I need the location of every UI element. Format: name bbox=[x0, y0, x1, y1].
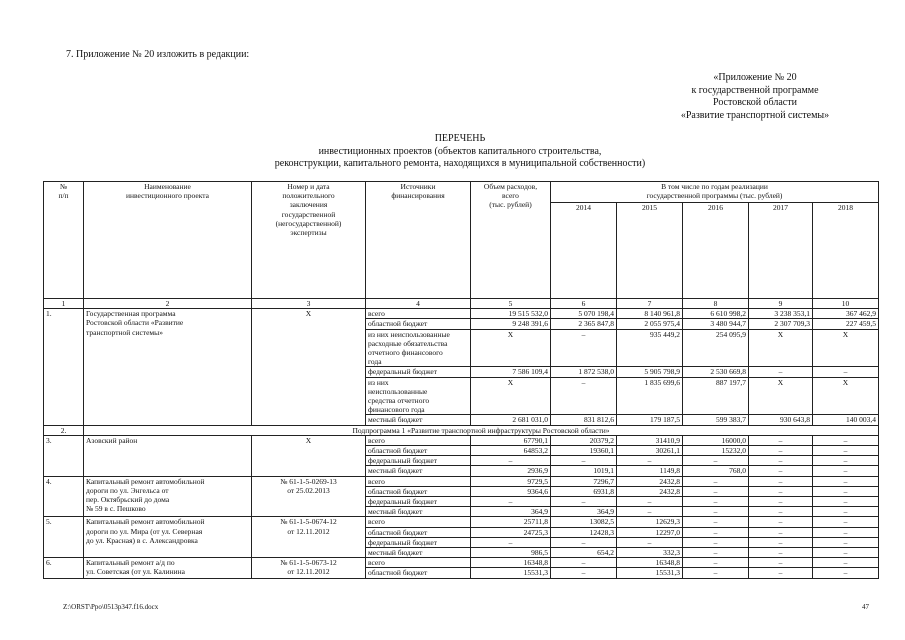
funding-source bbox=[366, 446, 471, 456]
expertise-ref-line: Х bbox=[305, 309, 312, 319]
amount-cell: – bbox=[813, 476, 879, 486]
amount-cell: – bbox=[813, 568, 879, 578]
amount-cell: 2432,8 bbox=[617, 476, 683, 486]
column-number: 7 bbox=[617, 299, 683, 309]
amount-cell: 2 307 709,3 bbox=[749, 319, 813, 329]
funding-source-line: всего bbox=[368, 309, 385, 319]
subprogram-title: Подпрограмма 1 «Развитие транспортной инфраструктуры Ростовской области» bbox=[84, 425, 879, 435]
project-name bbox=[84, 309, 252, 425]
header-year: 2014 bbox=[551, 203, 617, 299]
table-row bbox=[44, 309, 879, 319]
funding-source bbox=[366, 568, 471, 578]
amount-cell: – bbox=[683, 497, 749, 507]
funding-source-line: всего bbox=[368, 435, 385, 445]
project-name-line: Азовский район bbox=[86, 435, 138, 445]
amount-cell: – bbox=[683, 548, 749, 558]
project-name bbox=[84, 517, 252, 558]
amount-cell: 654,2 bbox=[551, 548, 617, 558]
amount-cell: 8 140 961,8 bbox=[617, 309, 683, 319]
annex-line: «Приложение № 20 bbox=[713, 72, 797, 83]
amount-cell: – bbox=[813, 527, 879, 537]
amount-cell: 19360,1 bbox=[551, 446, 617, 456]
amount-cell: 19 515 532,0 bbox=[471, 309, 551, 319]
project-name bbox=[84, 476, 252, 517]
amount-cell: 332,3 bbox=[617, 548, 683, 558]
amount-cell: – bbox=[617, 497, 683, 507]
amount-cell: – bbox=[749, 537, 813, 547]
amount-cell: – bbox=[813, 486, 879, 496]
amount-cell: – bbox=[683, 517, 749, 527]
amount-cell: – bbox=[617, 507, 683, 517]
funding-source-line: отчетного финансового bbox=[368, 348, 443, 358]
expertise-ref bbox=[252, 517, 366, 558]
row-number: 6. bbox=[44, 558, 84, 578]
amount-cell: – bbox=[551, 497, 617, 507]
amount-cell: 1019,1 bbox=[551, 466, 617, 476]
column-number: 10 bbox=[813, 299, 879, 309]
amount-cell: 2 365 847,8 bbox=[551, 319, 617, 329]
expertise-ref-line: от 12.11.2012 bbox=[287, 567, 330, 577]
table-row bbox=[44, 558, 879, 568]
project-name-line: дороги по ул. Мира (от ул. Северная bbox=[86, 526, 203, 536]
amount-cell: 7296,7 bbox=[551, 476, 617, 486]
project-name-line: Ростовской области «Развитие bbox=[86, 318, 184, 328]
column-number: 2 bbox=[84, 299, 252, 309]
header-num-line: п/п bbox=[58, 191, 69, 201]
header-source bbox=[366, 182, 471, 299]
funding-source bbox=[366, 435, 471, 445]
funding-source bbox=[366, 558, 471, 568]
amount-cell: – bbox=[813, 497, 879, 507]
funding-source-line: из них bbox=[368, 377, 389, 387]
funding-source bbox=[366, 319, 471, 329]
amount-cell: 227 459,5 bbox=[813, 319, 879, 329]
funding-source bbox=[366, 486, 471, 496]
header-num bbox=[44, 182, 84, 299]
project-name-line: транспортной системы» bbox=[86, 327, 163, 337]
column-number: 3 bbox=[252, 299, 366, 309]
funding-source-line: всего bbox=[368, 558, 385, 568]
amount-cell: 140 003,4 bbox=[813, 415, 879, 425]
header-expertise-line: (негосударственной) bbox=[275, 218, 342, 228]
amount-cell: – bbox=[683, 476, 749, 486]
amount-cell: Х bbox=[813, 329, 879, 367]
expertise-ref-line: Х bbox=[305, 435, 312, 445]
table-row bbox=[44, 435, 879, 445]
header-year: 2018 bbox=[813, 203, 879, 299]
amount-cell: 364,9 bbox=[471, 507, 551, 517]
expertise-ref-line: № 61-1-5-0674-12 bbox=[280, 517, 337, 527]
expertise-ref bbox=[252, 435, 366, 476]
funding-source bbox=[366, 367, 471, 377]
amount-cell: – bbox=[683, 527, 749, 537]
amount-cell: 9 248 391,6 bbox=[471, 319, 551, 329]
amount-cell: 2 530 669,8 bbox=[683, 367, 749, 377]
amount-cell: 24725,3 bbox=[471, 527, 551, 537]
expertise-ref bbox=[252, 476, 366, 517]
funding-source-line: финансового года bbox=[368, 405, 425, 415]
amount-cell: 5 905 798,9 bbox=[617, 367, 683, 377]
amount-cell: – bbox=[749, 558, 813, 568]
row-number: 3. bbox=[44, 435, 84, 476]
project-name-line: ул. Советская (от ул. Калинина bbox=[86, 567, 186, 577]
header-year: 2015 bbox=[617, 203, 683, 299]
project-name-line: Капитальный ремонт автомобильной bbox=[86, 476, 205, 486]
document-title bbox=[200, 133, 720, 171]
amount-cell: – bbox=[813, 456, 879, 466]
header-total bbox=[471, 182, 551, 299]
funding-source bbox=[366, 415, 471, 425]
row-number: 2. bbox=[44, 425, 84, 435]
amount-cell: – bbox=[749, 507, 813, 517]
amount-cell: 20379,2 bbox=[551, 435, 617, 445]
amount-cell: 2 681 031,0 bbox=[471, 415, 551, 425]
amount-cell: – bbox=[749, 517, 813, 527]
intro-text: 7. Приложение № 20 изложить в редакции: bbox=[66, 49, 250, 60]
amount-cell: 254 095,9 bbox=[683, 329, 749, 367]
amount-cell: – bbox=[551, 558, 617, 568]
amount-cell: – bbox=[551, 456, 617, 466]
header-years-caption-line: государственной программы (тыс. рублей) bbox=[646, 191, 783, 201]
amount-cell: 935 449,2 bbox=[617, 329, 683, 367]
funding-source bbox=[366, 476, 471, 486]
funding-source-line: областной бюджет bbox=[368, 527, 428, 537]
amount-cell: 15531,3 bbox=[471, 568, 551, 578]
column-number: 6 bbox=[551, 299, 617, 309]
amount-cell: 15232,0 bbox=[683, 446, 749, 456]
amount-cell: 6931,8 bbox=[551, 486, 617, 496]
project-name-line: дороги по ул. Энгельса от bbox=[86, 485, 169, 495]
amount-cell: 67790,1 bbox=[471, 435, 551, 445]
title-line: ПЕРЕЧЕНЬ bbox=[434, 133, 486, 144]
amount-cell: – bbox=[749, 466, 813, 476]
amount-cell: 16348,8 bbox=[617, 558, 683, 568]
amount-cell: – bbox=[617, 456, 683, 466]
amount-cell: – bbox=[813, 507, 879, 517]
project-name bbox=[84, 435, 252, 476]
expertise-ref bbox=[252, 309, 366, 425]
amount-cell: – bbox=[813, 435, 879, 445]
amount-cell: – bbox=[813, 537, 879, 547]
header-expertise-line: Номер и дата bbox=[287, 182, 330, 191]
funding-source bbox=[366, 329, 471, 367]
header-expertise-line: государственной bbox=[281, 209, 336, 219]
table-row bbox=[44, 476, 879, 486]
header-name-line: Наименование bbox=[144, 182, 191, 191]
header-expertise bbox=[252, 182, 366, 299]
header-total-line: Объем расходов, bbox=[483, 182, 538, 191]
funding-source-line: местный бюджет bbox=[368, 466, 423, 476]
amount-cell: 930 643,8 bbox=[749, 415, 813, 425]
funding-source-line: года bbox=[368, 357, 382, 367]
funding-source bbox=[366, 497, 471, 507]
annex-line: Ростовской области bbox=[713, 97, 797, 108]
funding-source bbox=[366, 377, 471, 415]
amount-cell: – bbox=[749, 435, 813, 445]
funding-source-line: областной бюджет bbox=[368, 486, 428, 496]
amount-cell: 3 480 944,7 bbox=[683, 319, 749, 329]
header-name-line: инвестиционного проекта bbox=[126, 191, 209, 201]
amount-cell: 12297,0 bbox=[617, 527, 683, 537]
expertise-ref-line: от 12.11.2012 bbox=[287, 526, 330, 536]
amount-cell: 6 610 998,2 bbox=[683, 309, 749, 319]
header-source-line: Источники bbox=[400, 182, 436, 191]
amount-cell: 2936,9 bbox=[471, 466, 551, 476]
funding-source-line: неиспользованные bbox=[368, 386, 428, 396]
amount-cell: – bbox=[683, 486, 749, 496]
amount-cell: 64853,2 bbox=[471, 446, 551, 456]
amount-cell: – bbox=[617, 537, 683, 547]
project-name-line: Капитальный ремонт автомобильной bbox=[86, 517, 205, 527]
amount-cell: 9364,6 bbox=[471, 486, 551, 496]
amount-cell: 768,0 bbox=[683, 466, 749, 476]
expertise-ref-line: от 25.02.2013 bbox=[287, 485, 330, 495]
amount-cell: – bbox=[683, 568, 749, 578]
amount-cell: 1149,8 bbox=[617, 466, 683, 476]
funding-source-line: местный бюджет bbox=[368, 507, 423, 517]
row-number: 4. bbox=[44, 476, 84, 517]
amount-cell: 16000,0 bbox=[683, 435, 749, 445]
amount-cell: 30261,1 bbox=[617, 446, 683, 456]
header-name bbox=[84, 182, 252, 299]
expertise-ref-line: № 61-1-5-0673-12 bbox=[280, 558, 337, 568]
amount-cell: – bbox=[551, 377, 617, 415]
funding-source bbox=[366, 309, 471, 319]
funding-source-line: средства отчетного bbox=[368, 396, 430, 406]
amount-cell: – bbox=[471, 456, 551, 466]
amount-cell: – bbox=[749, 548, 813, 558]
amount-cell: 9729,5 bbox=[471, 476, 551, 486]
funding-source bbox=[366, 517, 471, 527]
amount-cell: – bbox=[749, 446, 813, 456]
amount-cell: – bbox=[683, 558, 749, 568]
funding-source-line: местный бюджет bbox=[368, 548, 423, 558]
funding-source-line: федеральный бюджет bbox=[368, 497, 438, 507]
amount-cell: – bbox=[551, 568, 617, 578]
projects-table bbox=[43, 181, 879, 579]
amount-cell: – bbox=[683, 507, 749, 517]
amount-cell: Х bbox=[471, 329, 551, 367]
column-number: 8 bbox=[683, 299, 749, 309]
amount-cell: – bbox=[551, 329, 617, 367]
column-numbers-row bbox=[44, 299, 879, 309]
amount-cell: 599 383,7 bbox=[683, 415, 749, 425]
funding-source bbox=[366, 456, 471, 466]
header-num-line: № bbox=[59, 182, 68, 191]
project-name-line: Капитальный ремонт а/д по bbox=[86, 558, 175, 568]
column-number: 9 bbox=[749, 299, 813, 309]
amount-cell: 12428,3 bbox=[551, 527, 617, 537]
amount-cell: 25711,8 bbox=[471, 517, 551, 527]
header-year: 2016 bbox=[683, 203, 749, 299]
amount-cell: – bbox=[813, 367, 879, 377]
amount-cell: 986,5 bbox=[471, 548, 551, 558]
funding-source bbox=[366, 548, 471, 558]
funding-source-line: федеральный бюджет bbox=[368, 456, 438, 466]
header-years-caption-line: В том числе по годам реализации bbox=[661, 182, 768, 191]
header-row bbox=[44, 182, 879, 203]
amount-cell: 12629,3 bbox=[617, 517, 683, 527]
amount-cell: 1 835 699,6 bbox=[617, 377, 683, 415]
funding-source-line: федеральный бюджет bbox=[368, 537, 438, 547]
funding-source-line: из них неиспользованные bbox=[368, 329, 450, 339]
funding-source-line: областной бюджет bbox=[368, 446, 428, 456]
funding-source-line: местный бюджет bbox=[368, 415, 423, 425]
amount-cell: – bbox=[471, 497, 551, 507]
row-number: 5. bbox=[44, 517, 84, 558]
amount-cell: 5 070 198,4 bbox=[551, 309, 617, 319]
expertise-ref-line: № 61-1-5-0269-13 bbox=[280, 476, 337, 486]
amount-cell: 3 238 353,1 bbox=[749, 309, 813, 319]
amount-cell: – bbox=[749, 497, 813, 507]
funding-source-line: федеральный бюджет bbox=[368, 367, 438, 377]
amount-cell: Х bbox=[749, 329, 813, 367]
header-expertise-line: экспертизы bbox=[290, 228, 327, 238]
amount-cell: – bbox=[813, 466, 879, 476]
annex-line: к государственной программе bbox=[691, 84, 819, 96]
amount-cell: 887 197,7 bbox=[683, 377, 749, 415]
funding-source-line: областной бюджет bbox=[368, 568, 428, 578]
amount-cell: – bbox=[749, 456, 813, 466]
column-number: 1 bbox=[44, 299, 84, 309]
header-total-line: всего bbox=[502, 191, 519, 201]
amount-cell: 31410,9 bbox=[617, 435, 683, 445]
amount-cell: – bbox=[813, 548, 879, 558]
amount-cell: – bbox=[749, 527, 813, 537]
amount-cell: – bbox=[683, 456, 749, 466]
project-name-line: до ул. Красная) в с. Александровка bbox=[86, 535, 198, 545]
amount-cell: – bbox=[813, 446, 879, 456]
annex-line: «Развитие транспортной системы» bbox=[680, 109, 830, 121]
amount-cell: 2 055 975,4 bbox=[617, 319, 683, 329]
amount-cell: 13082,5 bbox=[551, 517, 617, 527]
header-expertise-line: положительного bbox=[282, 191, 335, 201]
amount-cell: 16348,8 bbox=[471, 558, 551, 568]
project-name-line: № 59 в с. Пешково bbox=[86, 504, 146, 514]
amount-cell: – bbox=[813, 558, 879, 568]
header-expertise-line: заключения bbox=[289, 200, 328, 210]
amount-cell: – bbox=[471, 537, 551, 547]
funding-source-line: расходные обязательства bbox=[368, 338, 448, 348]
amount-cell: 364,9 bbox=[551, 507, 617, 517]
amount-cell: – bbox=[749, 568, 813, 578]
funding-source bbox=[366, 527, 471, 537]
funding-source bbox=[366, 466, 471, 476]
amount-cell: Х bbox=[471, 377, 551, 415]
amount-cell: Х bbox=[749, 377, 813, 415]
table-row bbox=[44, 517, 879, 527]
amount-cell: 7 586 109,4 bbox=[471, 367, 551, 377]
amount-cell: – bbox=[749, 476, 813, 486]
funding-source bbox=[366, 507, 471, 517]
page-number: 47 bbox=[862, 603, 869, 611]
header-years-caption bbox=[551, 182, 879, 203]
amount-cell: – bbox=[683, 537, 749, 547]
subprogram-row bbox=[44, 425, 879, 435]
amount-cell: 831 812,6 bbox=[551, 415, 617, 425]
project-name-line: Государственная программа bbox=[86, 309, 176, 319]
amount-cell: 367 462,9 bbox=[813, 309, 879, 319]
amount-cell: Х bbox=[813, 377, 879, 415]
header-source-line: финансирования bbox=[391, 191, 445, 201]
header-year: 2017 bbox=[749, 203, 813, 299]
expertise-ref bbox=[252, 558, 366, 578]
funding-source-line: областной бюджет bbox=[368, 319, 428, 329]
amount-cell: – bbox=[749, 367, 813, 377]
funding-source-line: всего bbox=[368, 476, 385, 486]
annex-heading bbox=[640, 72, 870, 122]
column-number: 4 bbox=[366, 299, 471, 309]
project-name-line: пер. Октябрьский до дома bbox=[86, 495, 170, 505]
row-number: 1. bbox=[44, 309, 84, 425]
amount-cell: 179 187,5 bbox=[617, 415, 683, 425]
amount-cell: – bbox=[749, 486, 813, 496]
funding-source bbox=[366, 537, 471, 547]
title-line: инвестиционных проектов (объектов капитального строительства, bbox=[318, 145, 602, 157]
amount-cell: – bbox=[813, 517, 879, 527]
title-line: реконструкции, капитального ремонта, находящихся в муниципальной собственности) bbox=[274, 158, 646, 169]
column-number: 5 bbox=[471, 299, 551, 309]
header-total-line: (тыс. рублей) bbox=[489, 200, 532, 210]
amount-cell: – bbox=[551, 537, 617, 547]
amount-cell: 1 872 538,0 bbox=[551, 367, 617, 377]
file-path: Z:\ORST\Ppo\0513p347.f16.docx bbox=[63, 603, 159, 611]
funding-source-line: всего bbox=[368, 517, 385, 527]
amount-cell: 2432,8 bbox=[617, 486, 683, 496]
project-name bbox=[84, 558, 252, 578]
amount-cell: 15531,3 bbox=[617, 568, 683, 578]
